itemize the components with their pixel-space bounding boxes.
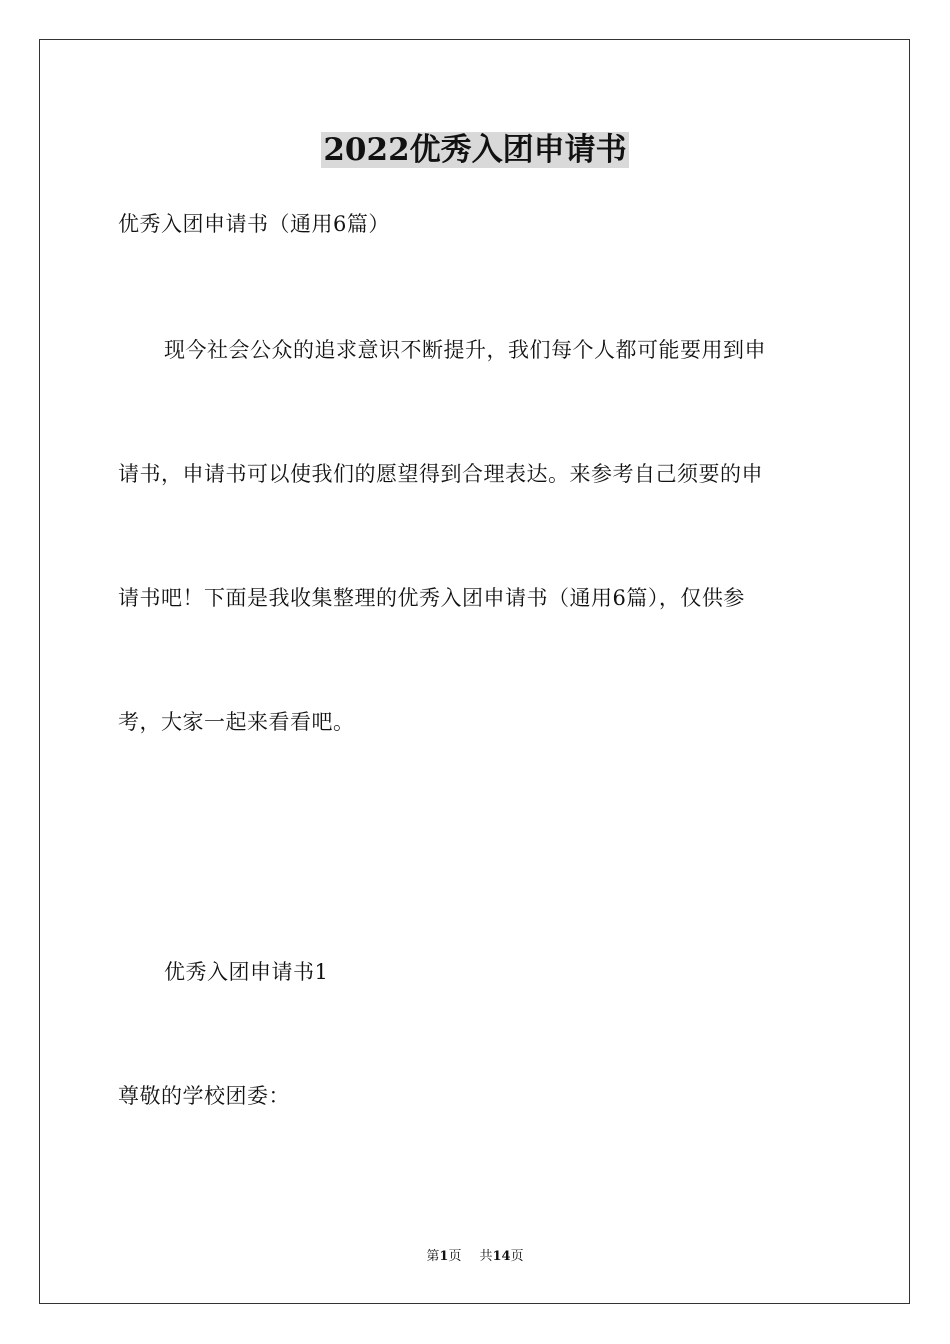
intro-line-3: 请书吧！下面是我收集整理的优秀入团申请书（通用6篇），仅供参 [118,586,745,610]
footer-total-prefix: 共 [479,1249,493,1264]
section-heading: 优秀入团申请书1 [164,960,329,984]
document-subtitle: 优秀入团申请书（通用6篇） [118,212,390,236]
document-title [0,128,950,172]
salutation: 尊敬的学校团委： [118,1084,290,1108]
footer-page-current: 1 [439,1249,449,1264]
intro-line-2: 请书，申请书可以使我们的愿望得到合理表达。来参考自己须要的申 [118,462,763,486]
footer-total-pages: 14 [492,1249,511,1264]
intro-line-1: 现今社会公众的追求意识不断提升，我们每个人都可能要用到申 [164,338,766,362]
footer-page-prefix: 第 [426,1249,440,1264]
intro-line-4: 考，大家一起来看看吧。 [118,710,355,734]
footer-page-suffix: 页 [448,1249,462,1264]
page-footer [0,1248,950,1266]
footer-total-suffix: 页 [510,1249,524,1264]
document-title-text: 2022优秀入团申请书 [323,132,627,168]
